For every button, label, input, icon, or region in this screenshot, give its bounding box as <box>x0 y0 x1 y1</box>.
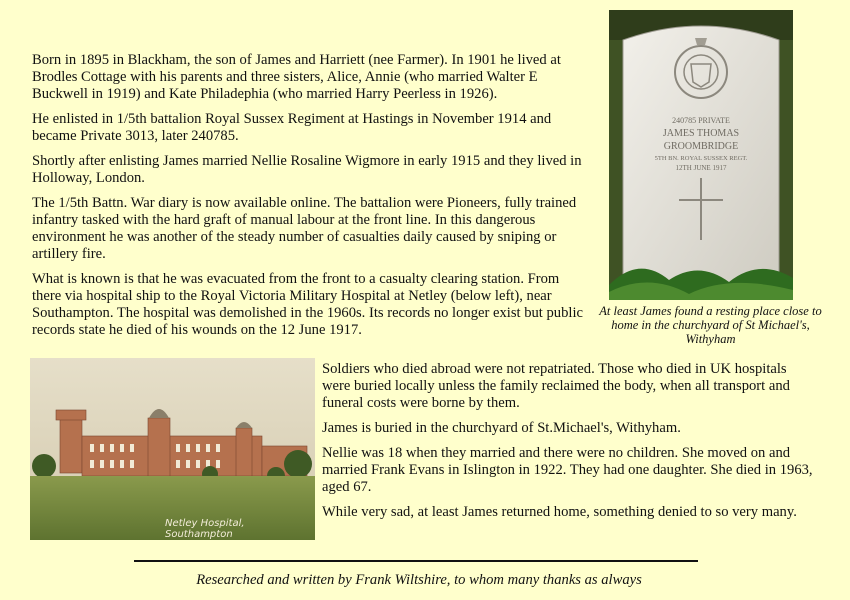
gravestone-photo <box>609 10 793 300</box>
biography-paragraph: Born in 1895 in Blackham, the son of James and Harriett (nee Farmer). In 1901 he lived at Brodles Cottage with his parents and three sisters, Alice, Annie (who married Walter E Buckwell in 1919) and Kate Philadephia (who married Harry Peerless in 1926). <box>32 52 561 102</box>
biography-text <box>32 52 590 347</box>
biography-paragraph: The 1/5th Battn. War diary is now available online. The battalion were Pioneers, fully trained infantry tasked with the hard graft of manual labour at the front line. In this dangerous environment he was another of the steady number of casualties daily caused by sniping or artillery fire. <box>32 195 577 262</box>
inscription-line: 5TH BN. ROYAL SUSSEX REGT. <box>654 155 748 162</box>
gravestone-caption: At least James found a resting place close to home in the churchyard of St Michael's, Withyham <box>599 304 822 346</box>
inscription-line: JAMES THOMAS <box>662 128 740 139</box>
biography-paragraph: What is known is that he was evacuated from the front to a casualty clearing station. From there via hospital ship to the Royal Victoria Military Hospital at Netley (below left), near Southampton. The hospital was demolished in the 1960s. Its records no longer exist but public records state he died of his wounds on the 12 June 1917. <box>32 271 583 338</box>
hospital-photo <box>30 358 315 540</box>
closing-text <box>322 361 818 529</box>
hospital-photo-label: Netley Hospital, Southampton <box>165 518 245 540</box>
inscription-line: 240785 PRIVATE <box>672 116 730 125</box>
closing-paragraph: Soldiers who died abroad were not repatriated. Those who died in UK hospitals were buried locally unless the family reclaimed the body, when all transport and funeral costs were borne by them. <box>322 361 790 411</box>
footer-divider <box>134 560 698 562</box>
biography-paragraph: He enlisted in 1/5th battalion Royal Sussex Regiment at Hastings in November 1914 and became Private 3013, later 240785. <box>32 111 552 144</box>
author-credit: Researched and written by Frank Wiltshire, to whom many thanks as always <box>196 572 642 588</box>
inscription-line: 12TH JUNE 1917 <box>675 164 727 172</box>
inscription-line: GROOMBRIDGE <box>663 141 739 152</box>
biography-paragraph: Shortly after enlisting James married Nellie Rosaline Wigmore in early 1915 and they lived in Holloway, London. <box>32 153 582 186</box>
closing-paragraph: Nellie was 18 when they married and there were no children. She moved on and married Frank Evans in Islington in 1922. They had one daughter. She died in 1963, aged 67. <box>322 445 813 495</box>
closing-paragraph: While very sad, at least James returned home, something denied to so very many. <box>322 504 797 520</box>
closing-paragraph: James is buried in the churchyard of St.Michael's, Withyham. <box>322 420 681 436</box>
